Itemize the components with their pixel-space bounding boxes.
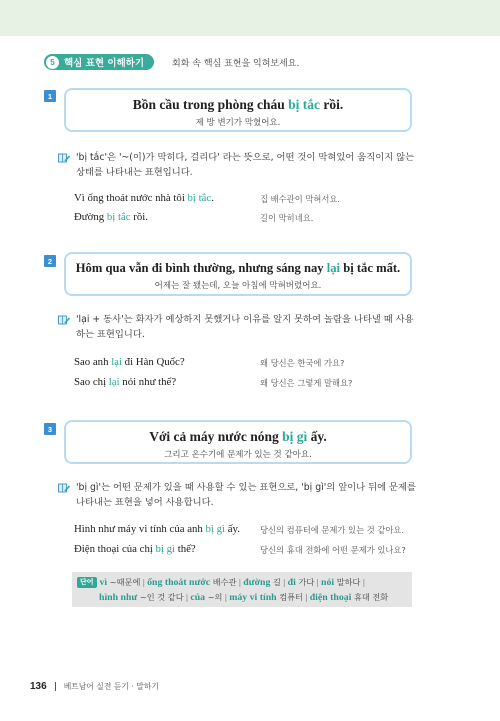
vocab-meaning: ~때문에: [109, 577, 141, 587]
vocab-word: điện thoại: [309, 592, 352, 603]
example-row: [74, 543, 434, 557]
grammar-note: [58, 480, 418, 510]
section-pill: [44, 54, 154, 70]
grammar-note: [58, 150, 418, 180]
page-number: 136: [30, 681, 47, 692]
vocab-word: đi: [287, 577, 296, 588]
page-footer: [30, 681, 159, 692]
expression-bubble: [64, 252, 412, 296]
vocab-word: máy vi tính: [229, 592, 277, 603]
example-row: [74, 192, 434, 206]
book-pencil-icon: [58, 483, 70, 493]
example-row: [74, 356, 434, 370]
vocab-word: nói: [321, 577, 335, 588]
headline-vietnamese: Hôm qua vẫn đi bình thường, nhưng sáng nay lại bị tắc mất.: [75, 261, 401, 275]
example-korean: 왜 당신은 한국에 가요?: [260, 358, 345, 368]
top-band: [0, 0, 500, 36]
example-korean: 당신의 휴대 전화에 어떤 문제가 있나요?: [260, 545, 406, 555]
vocab-meaning: ~의: [207, 592, 223, 602]
vocab-word: hình như: [99, 592, 138, 603]
section-header: [44, 54, 299, 70]
vocabulary-badge: 단어: [77, 577, 97, 588]
expression-bubble: [64, 420, 412, 464]
vocabulary-box: [72, 572, 412, 607]
example-vietnamese: Sao anh lại đi Hàn Quốc?: [74, 356, 185, 368]
section-description: 회화 속 핵심 표현을 익혀보세요.: [172, 58, 300, 69]
item-number-badge: 1: [44, 90, 56, 102]
grammar-note-text: 'lại + 동사'는 화자가 예상하지 못했거나 이유를 알지 못하여 놀람을 나타낼 때 사용하는 표현입니다.: [76, 314, 414, 340]
example-row: [74, 523, 434, 537]
example-vietnamese: Hình như máy vi tính của anh bị gì ấy.: [74, 523, 240, 535]
book-pencil-icon: [58, 315, 70, 325]
vocab-meaning: 가다: [298, 577, 315, 587]
headline-vietnamese: Với cả máy nước nóng bị gì ấy.: [149, 429, 327, 444]
vocab-meaning: 길: [272, 577, 281, 587]
section-title: 핵심 표현 이해하기: [64, 58, 145, 69]
expression-bubble: [64, 88, 412, 132]
grammar-note-text: 'bị tắc'은 '~(이)가 막히다, 걸리다' 라는 뜻으로, 어떤 것이 막혀있어 움직이지 않는 상태를 나타내는 표현입니다.: [76, 152, 415, 178]
item-number-badge: 3: [44, 423, 56, 435]
book-title: 베트남어 실전 듣기 · 말하기: [63, 682, 159, 691]
example-vietnamese: Vì ống thoát nước nhà tôi bị tắc.: [74, 192, 214, 204]
headline-korean: 제 방 변기가 막혔어요.: [195, 118, 281, 128]
vocab-word: đường: [243, 577, 271, 588]
footer-divider: [55, 682, 56, 691]
example-vietnamese: Điện thoại của chị bị gì thế?: [74, 543, 196, 555]
item-number-badge: 2: [44, 255, 56, 267]
headline-korean: 어제는 잘 됐는데, 오늘 아침에 막혀버렸어요.: [154, 281, 322, 291]
vocab-meaning: ~인 것 같다: [139, 592, 184, 602]
example-korean: 당신의 컴퓨터에 문제가 있는 것 같아요.: [260, 525, 405, 535]
example-korean: 왜 당신은 그렇게 말해요?: [260, 378, 353, 388]
vocab-word: ống thoát nước: [147, 577, 211, 588]
vocabulary-line: 단어 vì ~때문에 | ống thoát nước 배수관 | đường 길 | đi 가다 | nói 말하다 |: [77, 575, 407, 590]
example-row: [74, 376, 434, 390]
example-row: [74, 211, 434, 225]
example-vietnamese: Đường bị tắc rồi.: [74, 211, 148, 223]
grammar-note-text: 'bị gì'는 어떤 문제가 있을 때 사용할 수 있는 표현으로, 'bị gì'의 앞이나 뒤에 문제를 나타내는 표현을 넣어 사용합니다.: [76, 482, 416, 508]
example-korean: 집 배수관이 막혀서요.: [260, 194, 341, 204]
headline-vietnamese: Bồn cầu trong phòng cháu bị tắc rồi.: [132, 97, 344, 112]
vocab-meaning: 말하다: [336, 577, 361, 587]
grammar-note: [58, 312, 418, 342]
vocab-word: vì: [99, 577, 108, 588]
section-number: 5: [46, 56, 59, 69]
vocab-word: của: [190, 592, 206, 603]
book-pencil-icon: [58, 153, 70, 163]
vocab-meaning: 휴대 전화: [353, 592, 389, 602]
example-korean: 길이 막히네요.: [260, 213, 314, 223]
vocab-meaning: 배수관: [212, 577, 237, 587]
vocabulary-line: hình như ~인 것 같다 | của ~의 | máy vi tính 컴퓨터 | điện thoại 휴대 전화: [99, 592, 389, 603]
headline-korean: 그리고 온수기에 문제가 있는 것 같아요.: [164, 450, 312, 460]
vocab-meaning: 컴퓨터: [279, 592, 303, 602]
example-vietnamese: Sao chị lại nói như thế?: [74, 376, 177, 388]
